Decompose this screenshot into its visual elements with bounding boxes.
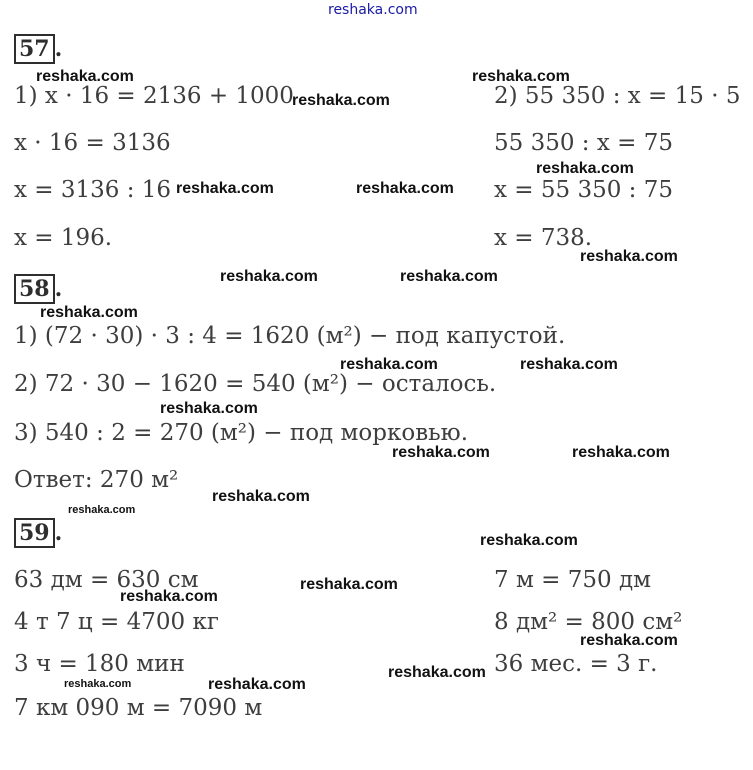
watermark: reshaka.com bbox=[520, 356, 618, 373]
p59-line-7: 36 мес. = 3 г. bbox=[494, 651, 658, 677]
watermark: reshaka.com bbox=[300, 576, 398, 593]
watermark: reshaka.com bbox=[220, 268, 318, 285]
watermark: reshaka.com bbox=[292, 92, 390, 109]
p59-line-6: 8 дм² = 800 см² bbox=[494, 609, 683, 635]
problem-57-number: 57 . bbox=[14, 34, 62, 64]
p59-line-1: 63 дм = 630 см bbox=[14, 567, 199, 593]
watermark: reshaka.com bbox=[64, 678, 132, 690]
watermark: reshaka.com bbox=[536, 160, 634, 177]
watermark: reshaka.com bbox=[580, 632, 678, 649]
p59-line-4: 7 км 090 м = 7090 м bbox=[14, 695, 263, 721]
p57-line-5: 2) 55 350 : x = 15 · 5 bbox=[494, 83, 741, 109]
watermark: reshaka.com bbox=[400, 268, 498, 285]
p57-line-1: 1) x · 16 = 2136 + 1000 bbox=[14, 83, 294, 109]
p57-line-2: x · 16 = 3136 bbox=[14, 130, 171, 156]
watermark: reshaka.com bbox=[480, 532, 578, 549]
watermark: reshaka.com bbox=[572, 444, 670, 461]
watermark: reshaka.com bbox=[340, 356, 438, 373]
site-header[interactable]: reshaka.com bbox=[328, 2, 418, 18]
p58-line-3: 3) 540 : 2 = 270 (м²) − под морковью. bbox=[14, 420, 469, 446]
p57-line-3: x = 3136 : 16 bbox=[14, 177, 172, 203]
p59-line-5: 7 м = 750 дм bbox=[494, 567, 651, 593]
watermark: reshaka.com bbox=[36, 68, 134, 85]
watermark: reshaka.com bbox=[212, 488, 310, 505]
p59-line-2: 4 т 7 ц = 4700 кг bbox=[14, 609, 219, 635]
p58-line-1: 1) (72 · 30) · 3 : 4 = 1620 (м²) − под капустой. bbox=[14, 323, 566, 349]
watermark: reshaka.com bbox=[388, 664, 486, 681]
watermark: reshaka.com bbox=[472, 68, 570, 85]
watermark: reshaka.com bbox=[160, 400, 258, 417]
watermark: reshaka.com bbox=[176, 180, 274, 197]
p57-line-7: x = 55 350 : 75 bbox=[494, 177, 673, 203]
watermark: reshaka.com bbox=[580, 248, 678, 265]
watermark: reshaka.com bbox=[392, 444, 490, 461]
watermark: reshaka.com bbox=[120, 588, 218, 605]
p58-line-2: 2) 72 · 30 − 1620 = 540 (м²) − осталось. bbox=[14, 371, 497, 397]
p59-line-3: 3 ч = 180 мин bbox=[14, 651, 185, 677]
watermark: reshaka.com bbox=[208, 676, 306, 693]
problem-59-number: 59 . bbox=[14, 518, 62, 548]
p57-line-6: 55 350 : x = 75 bbox=[494, 130, 673, 156]
watermark: reshaka.com bbox=[68, 504, 136, 516]
watermark: reshaka.com bbox=[40, 304, 138, 321]
p58-answer: Ответ: 270 м² bbox=[14, 467, 179, 493]
p57-line-8: x = 738. bbox=[494, 225, 593, 251]
problem-58-number: 58 . bbox=[14, 274, 62, 304]
p57-line-4: x = 196. bbox=[14, 225, 113, 251]
watermark: reshaka.com bbox=[356, 180, 454, 197]
